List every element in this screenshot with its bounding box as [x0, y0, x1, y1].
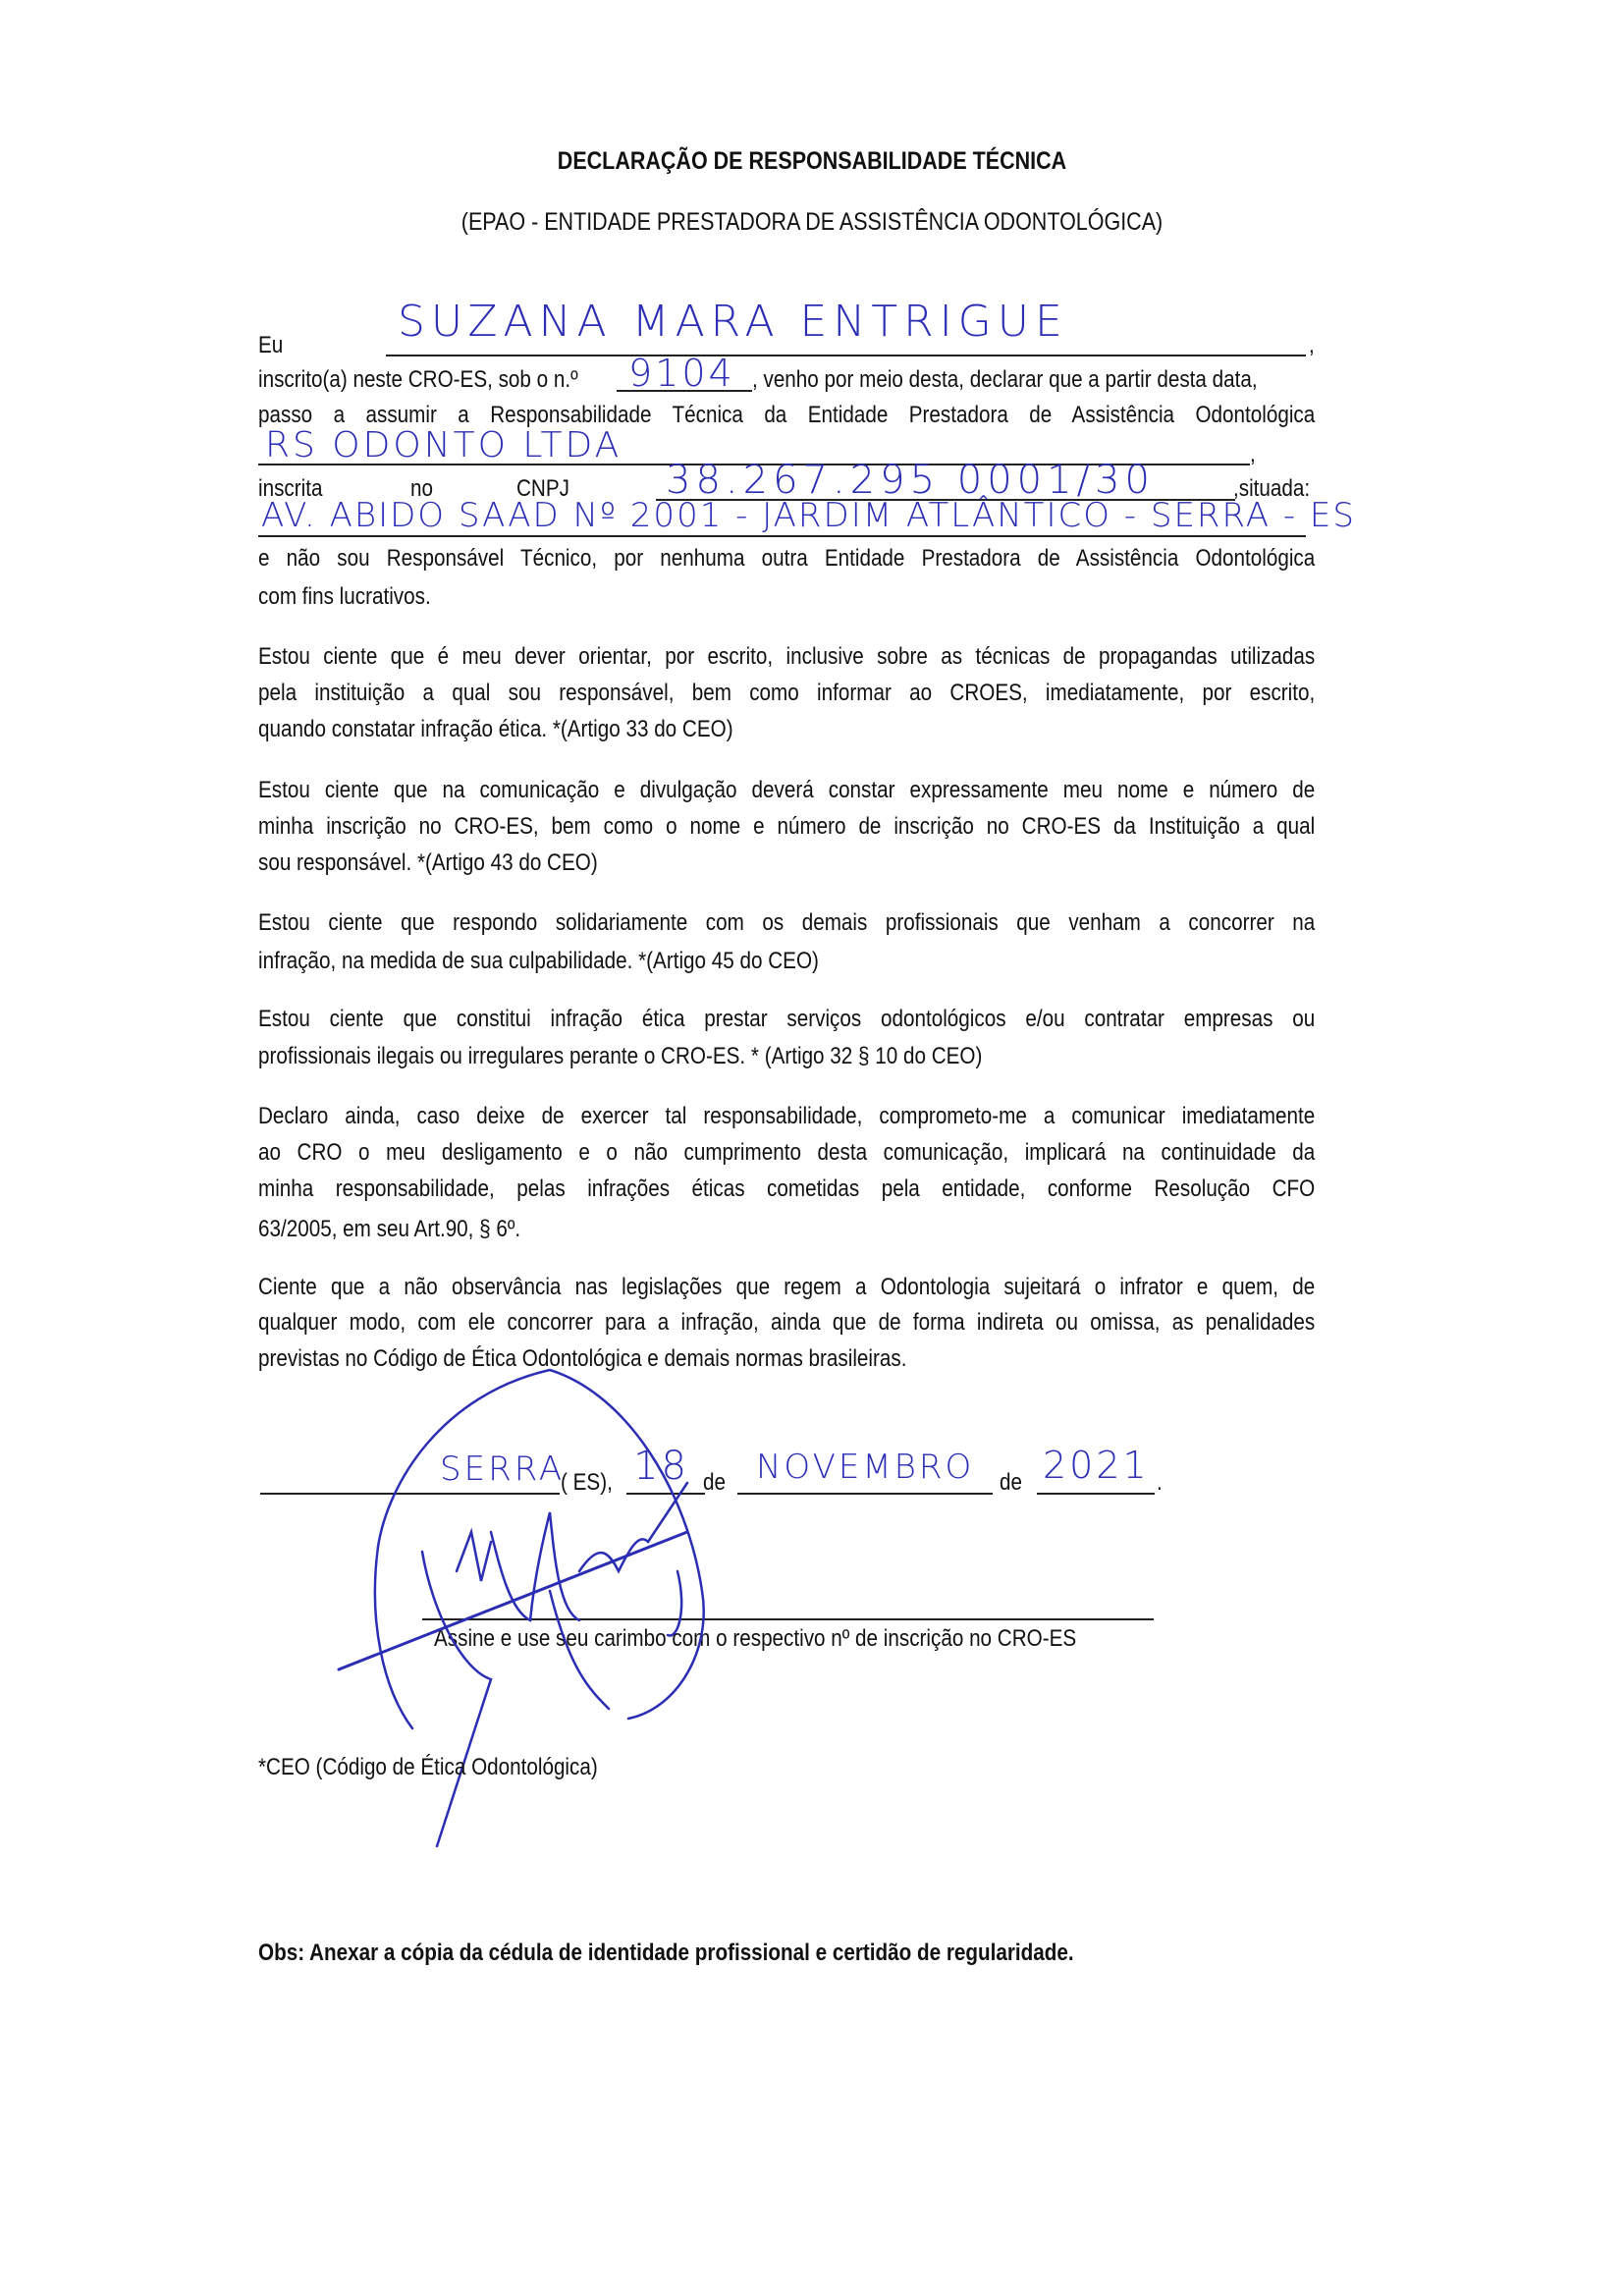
paragraph-line: minha responsabilidade, pelas infrações éticas cometidas pela entidade, conforme Resolução CFO [258, 1175, 1316, 1202]
paragraph-line: Estou ciente que na comunicação e divulgação deverá constar expressamente meu nome e número de [258, 777, 1316, 803]
address-field[interactable]: AV. ABIDO SAAD Nº 2001 - JARDIM ATLÂNTICO - SERRA - ES [261, 496, 1357, 535]
name-comma: , [1309, 332, 1315, 358]
year-field[interactable]: 2021 [1043, 1444, 1150, 1487]
paragraph-line: Ciente que a não observância nas legislações que regem a Odontologia sujeitará o infrator e quem, de [258, 1274, 1316, 1300]
de-label-2: de [1000, 1469, 1022, 1496]
paragraph-line: pela instituição a qual sou responsável, bem como informar ao CROES, imediatamente, por escrito, [258, 680, 1316, 706]
not-rt-line-2: com fins lucrativos. [258, 583, 431, 610]
paragraph-line: previstas no Código de Ética Odontológica e demais normas brasileiras. [258, 1345, 907, 1372]
cnpj-word-2: no [410, 475, 433, 502]
entity-comma: , [1250, 441, 1256, 467]
signature-caption: Assine e use seu carimbo com o respectivo nº de inscrição no CRO-ES [434, 1625, 1077, 1652]
obs-label: Obs: [258, 1940, 305, 1966]
paragraph-line: quando constatar infração ética. *(Artigo 33 do CEO) [258, 716, 733, 742]
paragraph-line: infração, na medida de sua culpabilidade. *(Artigo 45 do CEO) [258, 948, 819, 974]
name-field[interactable]: SUZANA MARA ENTRIGUE [398, 297, 1068, 347]
ceo-footnote: *CEO (Código de Ética Odontológica) [258, 1754, 598, 1780]
paragraph-line: Estou ciente que respondo solidariamente com os demais profissionais que venham a concorrer na [258, 909, 1316, 936]
obs-text: Anexar a cópia da cédula de identidade profissional e certidão de regularidade. [304, 1940, 1074, 1966]
paragraph-line: Estou ciente que constitui infração ética prestar serviços odontológicos e/ou contratar empresas ou [258, 1006, 1316, 1032]
entity-field[interactable]: RS ODONTO LTDA [265, 425, 623, 465]
document-title: DECLARAÇÃO DE RESPONSABILIDADE TÉCNICA [557, 147, 1067, 175]
situada-label: ,situada: [1233, 475, 1311, 502]
state-label: ( ES), [561, 1469, 613, 1496]
paragraph-line: minha inscrição no CRO-ES, bem como o nome e número de inscrição no CRO-ES da Instituição a qual [258, 813, 1316, 840]
document-subtitle: (EPAO - ENTIDADE PRESTADORA DE ASSISTÊNCIA ODONTOLÓGICA) [460, 208, 1164, 236]
assume-line: passo a assumir a Responsabilidade Técnica da Entidade Prestadora de Assistência Odontológica [258, 402, 1316, 428]
cro-prefix: inscrito(a) neste CRO-ES, sob o n.º [258, 366, 578, 393]
paragraph-line: Declaro ainda, caso deixe de exercer tal responsabilidade, comprometo-me a comunicar imediatamente [258, 1103, 1316, 1129]
cnpj-field[interactable]: 38.267.295 0001/30 [666, 458, 1155, 503]
cnpj-label: CNPJ [516, 475, 569, 502]
paragraph-line: qualquer modo, com ele concorrer para a infração, ainda que de forma indireta ou omissa, as penalidades [258, 1309, 1316, 1336]
not-rt-line-1: e não sou Responsável Técnico, por nenhuma outra Entidade Prestadora de Assistência Odontológica [258, 545, 1316, 572]
day-field[interactable]: 18 [633, 1444, 689, 1489]
paragraph-line: sou responsável. *(Artigo 43 do CEO) [258, 849, 598, 876]
cnpj-word-1: inscrita [258, 475, 323, 502]
paragraph-line: Estou ciente que é meu dever orientar, por escrito, inclusive sobre as técnicas de propagandas utilizadas [258, 643, 1316, 670]
paragraph-line: 63/2005, em seu Art.90, § 6º. [258, 1216, 521, 1242]
obs-note [258, 1940, 1074, 1967]
cro-suffix: , venho por meio desta, declarar que a partir desta data, [752, 366, 1258, 393]
city-field[interactable]: SERRA [440, 1449, 566, 1489]
paragraph-line: ao CRO o meu desligamento e o não cumprimento desta comunicação, implicará na continuidade da [258, 1139, 1316, 1166]
cro-number-field[interactable]: 9104 [628, 352, 735, 395]
date-period: . [1157, 1469, 1163, 1496]
eu-label: Eu [258, 332, 284, 358]
month-field[interactable]: NOVEMBRO [756, 1448, 975, 1487]
de-label-1: de [703, 1469, 726, 1496]
paragraph-line: profissionais ilegais ou irregulares perante o CRO-ES. * (Artigo 32 § 10 do CEO) [258, 1043, 983, 1069]
